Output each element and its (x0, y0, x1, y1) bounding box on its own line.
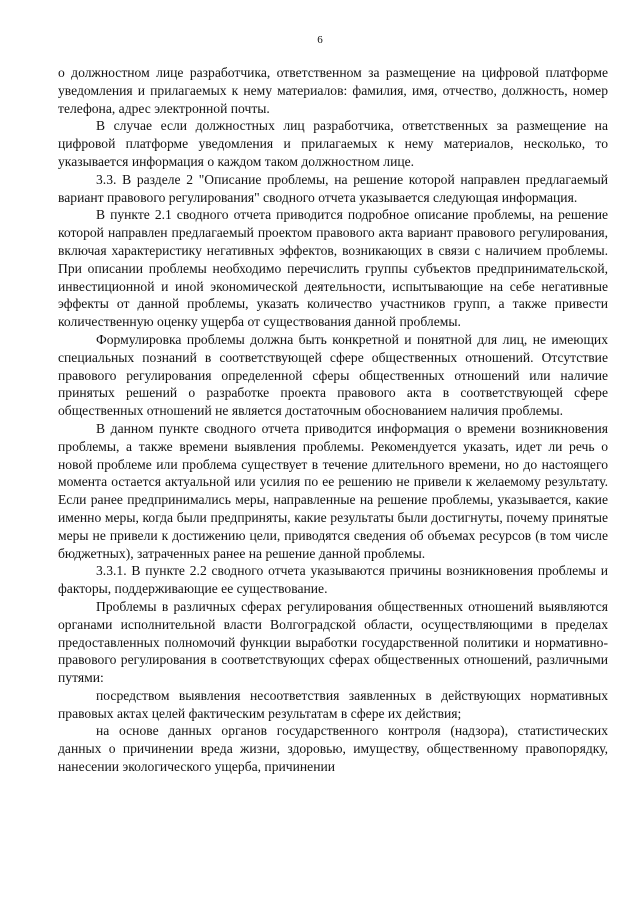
paragraph-7-subsection: 3.3.1. В пункте 2.2 сводного отчета указываются причины возникновения проблемы и факторы, поддерживающие ее существование. (58, 563, 608, 597)
paragraph-10-list-item: на основе данных органов государственного контроля (надзора), статистических данных о причинении вреда жизни, здоровью, имуществу, общественному правопорядку, нанесении экологического ущерба, причинении (58, 723, 608, 775)
paragraph-8: Проблемы в различных сферах регулирования общественных отношений выявляются органами исполнительной власти Волгоградской области, осуществляющими в пределах предоставленных полномочий функции выработки государственной политики и нормативно-правового регулирования в соответствующих сферах общественных отношений, различными путями: (58, 598, 608, 686)
page-number: 6 (317, 34, 323, 46)
paragraph-1: о должностном лице разработчика, ответственном за размещение на цифровой платформе уведомления и прилагаемых к нему материалов: фамилия, имя, отчество, должность, номер телефона, адрес электронной почты. (58, 65, 608, 116)
paragraph-3-section-heading: 3.3. В разделе 2 "Описание проблемы, на решение которой направлен предлагаемый вариант правового регулирования" сводного отчета указывается следующая информация. (58, 171, 608, 205)
paragraph-5: Формулировка проблемы должна быть конкретной и понятной для лиц, не имеющих специальных познаний в соответствующей сфере общественных отношений. Отсутствие правового регулирования определенной сферы общественных отношений или наличие принятых решений о разработке проекта правового акта в соответствующей сфере общественных отношений не является достаточным обоснованием наличия проблемы. (58, 331, 608, 419)
paragraph-4: В пункте 2.1 сводного отчета приводится подробное описание проблемы, на решение которой направлен предлагаемый проектом правового акта вариант правового регулирования, включая характеристику негативных эффектов, возникающих в связи с наличием проблемы. При описании проблемы необходимо перечислить группы субъектов предпринимательской, инвестиционной и иной экономической деятельности, испытывающие на себе негативные эффекты от данной проблемы, указать количество участников групп, а также привести количественную оценку ущерба от существования данной проблемы. (58, 207, 608, 330)
paragraph-2: В случае если должностных лиц разработчика, ответственных за размещение на цифровой платформе уведомления и прилагаемых к нему материалов, несколько, то указывается информация о каждом таком должностном лице. (58, 118, 608, 169)
paragraph-9-list-item: посредством выявления несоответствия заявленных в действующих нормативных правовых актах целей фактическим результатам в сфере их действия; (58, 687, 608, 721)
paragraph-6: В данном пункте сводного отчета приводится информация о времени возникновения проблемы, а также времени выявления проблемы. Рекомендуется указать, идет ли речь о новой проблеме или проблема существует в течение длительного времени, но до настоящего момента остается актуальной или усилия по ее решению не привели к желаемому результату. Если ранее предпринимались меры, направленные на решение проблемы, указывается, какие именно меры, когда были предприняты, какие результаты были достигнуты, почему принятые меры не привели к достижению цели, приводятся сведения об объемах ресурсов (в том числе бюджетных), затраченных ранее на решение данной проблемы. (58, 420, 608, 561)
document-body (58, 64, 608, 776)
